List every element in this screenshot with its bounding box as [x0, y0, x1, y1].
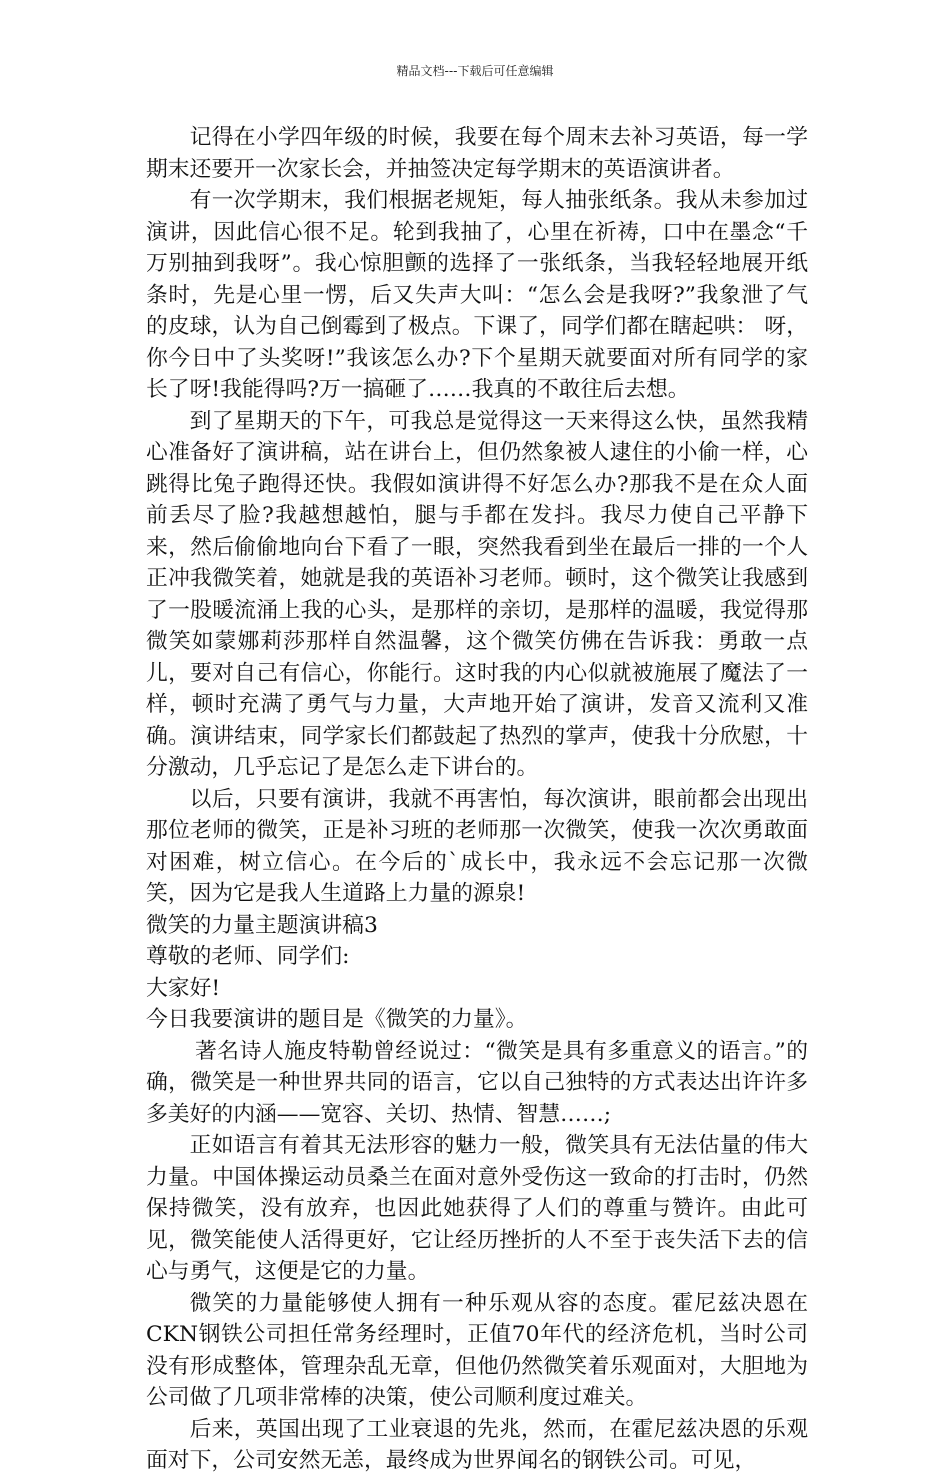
topic-line: 今日我要演讲的题目是《微笑的力量》。 — [146, 1007, 528, 1032]
salutation: 尊敬的老师、同学们: — [146, 944, 350, 969]
page-header: 精品文档---下载后可任意编辑 — [396, 64, 554, 78]
speech-title: 微笑的力量主题演讲稿3 — [146, 912, 378, 938]
paragraph-8: 后来，英国出现了工业衰退的先兆，然而，在霍尼兹决恩的乐观面对下，公司安然无恙，最终成为世界闻名的钢铁公司。可见， — [146, 1416, 808, 1473]
paragraph-1: 记得在小学四年级的时候，我要在每个周末去补习英语，每一学期末还要开一次家长会，并抽签决定每学期末的英语演讲者。 — [146, 125, 808, 182]
paragraph-5: 著名诗人施皮特勒曾经说过：“微笑是具有多重意义的语言。”的确，微笑是一种世界共同的语言，它以自己独特的方式表达出许许多多美好的内涵——宽容、关切、热情、智慧……; — [146, 1038, 808, 1127]
paragraph-7: 微笑的力量能够使人拥有一种乐观从容的态度。霍尼兹决恩在CKN钢铁公司担任常务经理时，正值70年代的经济危机，当时公司没有形成整体，管理杂乱无章，但他仍然微笑着乐观面对，大胆地为公司做了几项非常棒的决策，使公司顺利度过难关。 — [146, 1290, 808, 1410]
greeting: 大家好! — [146, 975, 221, 1001]
paragraph-4: 以后，只要有演讲，我就不再害怕，每次演讲，眼前都会出现出那位老师的微笑，正是补习班的老师那一次微笑，使我一次次勇敢面对困难，树立信心。在今后的`成长中，我永远不会忘记那一次微笑，因为它是我人生道路上力量的源泉! — [146, 786, 808, 906]
paragraph-6: 正如语言有着其无法形容的魅力一般，微笑具有无法估量的伟大力量。中国体操运动员桑兰在面对意外受伤这一致命的打击时，仍然保持微笑，没有放弃，也因此她获得了人们的尊重与赞许。由此可见，微笑能使人活得更好，它让经历挫折的人不至于丧失活下去的信心与勇气，这便是它的力量。 — [146, 1133, 808, 1284]
paragraph-2: 有一次学期末，我们根据老规矩，每人抽张纸条。我从未参加过演讲，因此信心很不足。轮到我抽了，心里在祈祷，口中在墨念“千万别抽到我呀”。我心惊胆颤的选择了一张纸条，当我轻轻地展开纸条时，先是心里一愣，后又失声大叫：“怎么会是我呀?”我象泄了气的皮球，认为自己倒霉到了极点。下课了，同学们都在瞎起哄： 呀，你今日中了头奖呀!”我该怎么办?下个星期天就要面对所有同学的家长了呀!我能得吗?万一搞砸了……我真的不敢往后去想。 — [146, 188, 808, 402]
document-body — [146, 122, 808, 1477]
paragraph-3: 到了星期天的下午，可我总是觉得这一天来得这么快，虽然我精心准备好了演讲稿，站在讲台上，但仍然象被人逮住的小偷一样，心跳得比兔子跑得还快。我假如演讲得不好怎么办?那我不是在众人面前丢尽了脸?我越想越怕，腿与手都在发抖。我尽力使自己平静下来，然后偷偷地向台下看了一眼，突然我看到坐在最后一排的一个人正冲我微笑着，她就是我的英语补习老师。顿时，这个微笑让我感到了一股暖流涌上我的心头，是那样的亲切，是那样的温暖，我觉得那微笑如蒙娜莉莎那样自然温馨，这个微笑仿佛在告诉我：勇敢一点儿，要对自己有信心，你能行。这时我的内心似就被施展了魔法了一样，顿时充满了勇气与力量，大声地开始了演讲，发音又流利又准确。演讲结束，同学家长们都鼓起了热烈的掌声，使我十分欣慰，十分激动，几乎忘记了是怎么走下讲台的。 — [146, 408, 808, 780]
